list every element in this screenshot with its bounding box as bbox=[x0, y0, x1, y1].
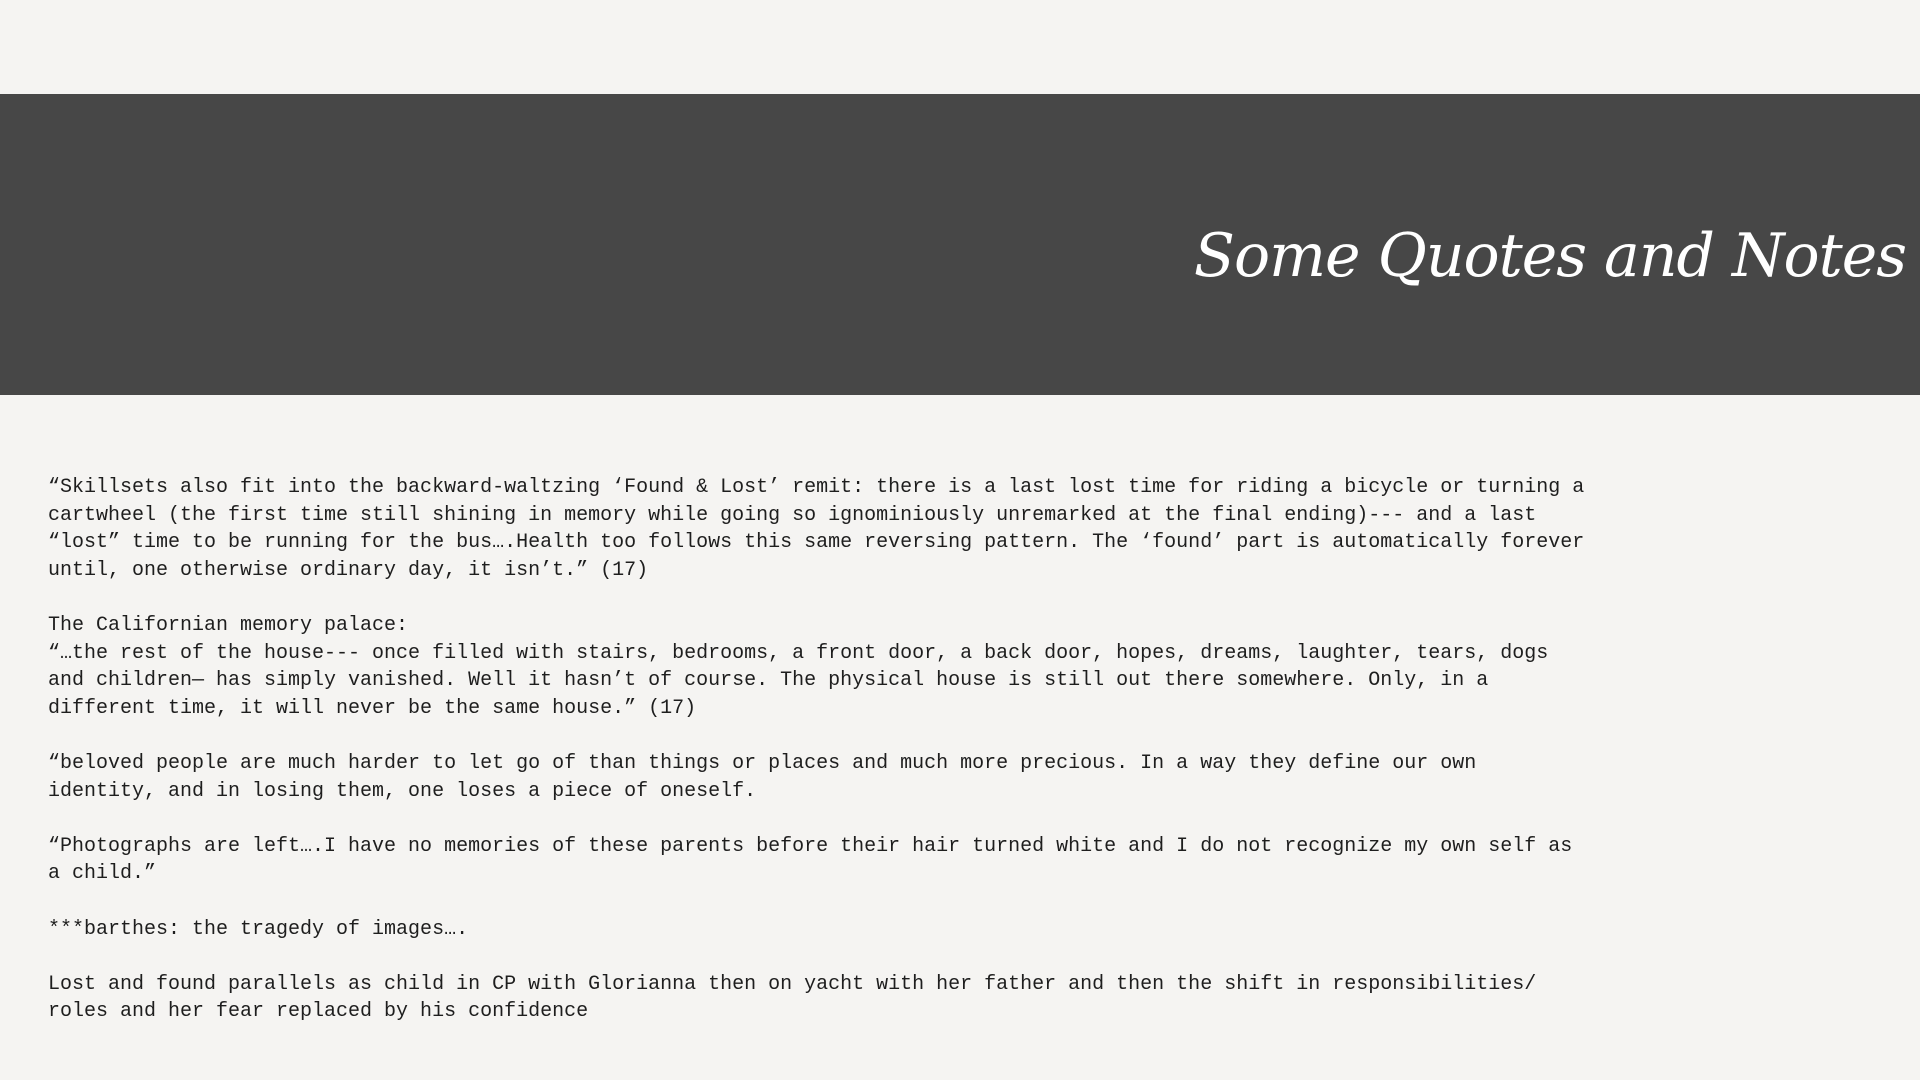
quote-memory-palace bbox=[48, 612, 1608, 722]
text-line: “Skillsets also fit into the backward-waltzing ‘Found & Lost’ remit: there is a last lost time for riding a bicycle or turning a bbox=[48, 476, 1585, 499]
text-line: different time, it will never be the same house.” (17) bbox=[48, 696, 697, 720]
quote-beloved-people bbox=[48, 750, 1608, 805]
text-line: ***barthes: the tragedy of images…. bbox=[48, 917, 469, 941]
quote-photographs bbox=[48, 833, 1608, 888]
page-title: Some Quotes and Notes bbox=[1193, 221, 1906, 291]
text-line: “lost” time to be running for the bus….Health too follows this same reversing pattern. The ‘found’ part is automatically forever bbox=[48, 531, 1585, 555]
quote-skillsets bbox=[48, 474, 1608, 584]
text-line: The Californian memory palace: bbox=[48, 613, 409, 637]
notes-body bbox=[48, 474, 1608, 1026]
text-line: a child.” bbox=[48, 862, 157, 886]
text-line: identity, and in losing them, one loses a piece of oneself. bbox=[48, 779, 757, 803]
text-line: and children— has simply vanished. Well it hasn’t of course. The physical house is still out there somewhere. Only, in a bbox=[48, 669, 1489, 693]
text-line: “…the rest of the house--- once filled with stairs, bedrooms, a front door, a back door, hopes, dreams, laughter, tears, dogs bbox=[48, 641, 1549, 665]
title-banner bbox=[0, 94, 1920, 395]
note-barthes bbox=[48, 916, 1608, 944]
text-line: roles and her fear replaced by his confidence bbox=[48, 1000, 589, 1024]
text-line: cartwheel (the first time still shining in memory while going so ignominiously unremarked at the final ending)--- and a last bbox=[48, 503, 1537, 527]
note-lost-and-found bbox=[48, 971, 1608, 1026]
text-line: until, one otherwise ordinary day, it isn’t.” (17) bbox=[48, 558, 649, 582]
text-line: “Photographs are left….I have no memories of these parents before their hair turned white and I do not recognize my own self as bbox=[48, 834, 1573, 858]
text-line: “beloved people are much harder to let go of than things or places and much more precious. In a way they define our own bbox=[48, 751, 1477, 775]
text-line: Lost and found parallels as child in CP with Glorianna then on yacht with her father and then the shift in responsibilities/ bbox=[48, 972, 1537, 996]
